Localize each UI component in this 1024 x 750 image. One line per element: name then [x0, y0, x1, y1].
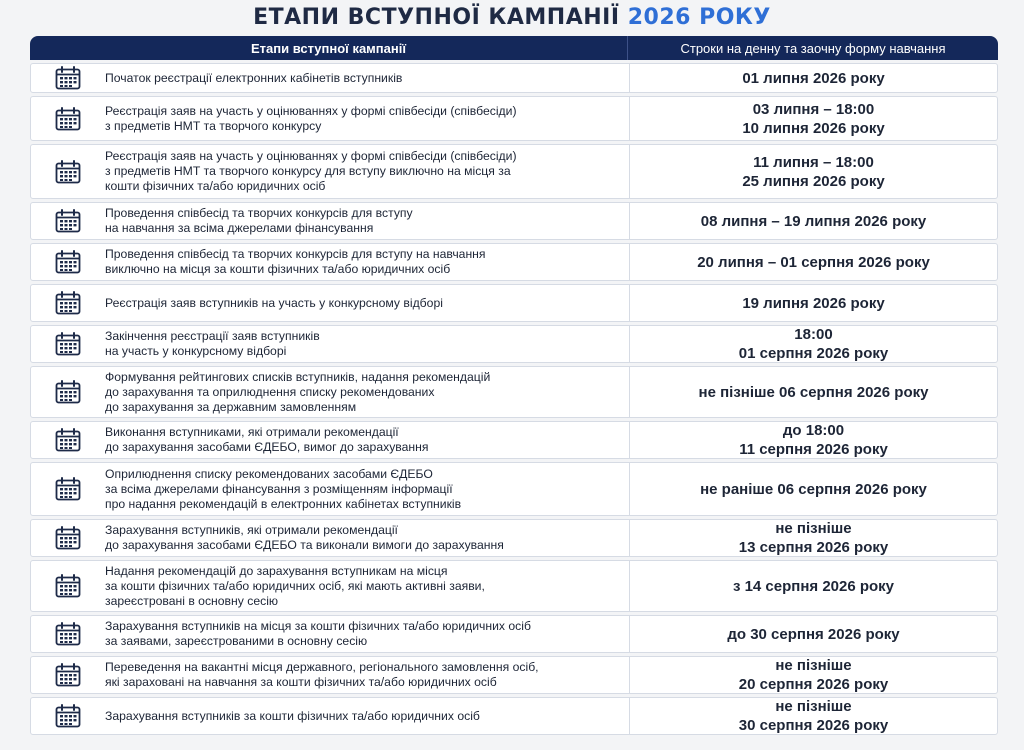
stage-text: Проведення співбесід та творчих конкурсів для вступу на навчання за всіма джерелами фінансування — [105, 206, 413, 235]
stage-text: Початок реєстрації електронних кабінетів вступників — [105, 70, 403, 85]
calendar-icon — [55, 428, 81, 452]
term-text: 08 липня – 19 липня 2026 року — [700, 212, 927, 230]
term-text: 20 липня – 01 серпня 2026 року — [697, 253, 930, 271]
stage-cell — [105, 367, 629, 417]
stage-cell — [105, 285, 629, 321]
term-cell — [629, 561, 997, 611]
page-title-main: ЕТАПИ ВСТУПНОЇ КАМПАНІЇ — [253, 5, 628, 30]
table-body — [30, 63, 998, 747]
calendar-icon — [55, 107, 81, 131]
calendar-icon — [55, 526, 81, 550]
row-icon-cell — [31, 64, 105, 92]
term-cell — [629, 463, 997, 515]
page-title — [0, 4, 1024, 32]
stage-cell — [105, 64, 629, 92]
table-row — [30, 243, 998, 281]
table-row — [30, 366, 998, 418]
stage-text: Оприлюднення списку рекомендованих засобами ЄДЕБО за всіма джерелами фінансування з розміщенням інформації про надання рекомендацій в електронних кабінетах вступників — [105, 466, 462, 511]
row-icon-cell — [31, 422, 105, 458]
row-icon-cell — [31, 616, 105, 652]
calendar-icon — [55, 663, 81, 687]
stage-cell — [105, 422, 629, 458]
header-term: Строки на денну та заочну форму навчання — [680, 40, 946, 56]
table-row — [30, 421, 998, 459]
table-row — [30, 697, 998, 735]
table-row — [30, 144, 998, 199]
stage-text: Формування рейтингових списків вступників, надання рекомендацій до зарахування та оприлюднення списку рекомендованих до зарахування за державним замовленням — [105, 369, 491, 414]
stage-cell — [105, 698, 629, 734]
calendar-icon — [55, 209, 81, 233]
row-icon-cell — [31, 145, 105, 198]
row-icon-cell — [31, 561, 105, 611]
stage-cell — [105, 657, 629, 693]
stage-cell — [105, 520, 629, 556]
stage-text: Зарахування вступників на місця за кошти фізичних та/або юридичних осіб за заявами, зареєстрованими в основну сесію — [105, 619, 531, 648]
row-icon-cell — [31, 244, 105, 280]
stage-text: Закінчення реєстрації заяв вступників на участь у конкурсному відборі — [105, 329, 320, 358]
table-row — [30, 96, 998, 141]
stage-cell — [105, 463, 629, 515]
calendar-icon — [55, 622, 81, 646]
stage-cell — [105, 326, 629, 362]
stage-text: Реєстрація заяв на участь у оцінюваннях у формі співбесіди (співбесіди) з предметів НМТ та творчого конкурсу для вступу виключно на місця за кошти фізичних та/або юридичних осіб — [105, 149, 517, 193]
term-text: не раніше 06 серпня 2026 року — [700, 480, 927, 498]
term-text: 03 липня – 18:00 10 липня 2026 року — [742, 100, 885, 137]
table-row — [30, 615, 998, 653]
stage-text: Реєстрація заяв на участь у оцінюваннях у формі співбесіди (співбесіди) з предметів НМТ та творчого конкурсу — [105, 103, 517, 133]
table-row — [30, 560, 998, 612]
stage-cell — [105, 616, 629, 652]
term-cell — [629, 698, 997, 734]
table-header — [30, 36, 998, 60]
calendar-icon — [55, 380, 81, 404]
row-icon-cell — [31, 463, 105, 515]
term-text: не пізніше 20 серпня 2026 року — [738, 657, 889, 693]
term-cell — [629, 326, 997, 362]
calendar-icon — [55, 66, 81, 90]
row-icon-cell — [31, 698, 105, 734]
term-text: 19 липня 2026 року — [742, 294, 885, 312]
stage-text: Виконання вступниками, які отримали рекомендації до зарахування засобами ЄДЕБО, вимог до зарахування — [105, 425, 429, 454]
stage-cell — [105, 145, 629, 198]
term-cell — [629, 422, 997, 458]
stage-text: Переведення на вакантні місця державного, регіонального замовлення осіб, які зараховані на навчання за кошти фізичних та/або юридичних осіб — [105, 660, 539, 689]
term-cell — [629, 203, 997, 239]
row-icon-cell — [31, 520, 105, 556]
term-cell — [629, 97, 997, 140]
term-text: 11 липня – 18:00 25 липня 2026 року — [742, 153, 885, 190]
term-cell — [629, 520, 997, 556]
stage-cell — [105, 97, 629, 140]
page-title-year: 2026 РОКУ — [627, 5, 771, 30]
row-icon-cell — [31, 97, 105, 140]
stage-text: Зарахування вступників, які отримали рекомендації до зарахування засобами ЄДЕБО та виконали вимоги до зарахування — [105, 523, 504, 552]
table-row — [30, 519, 998, 557]
schedule-table — [30, 36, 998, 747]
term-cell — [629, 64, 997, 92]
term-cell — [629, 244, 997, 280]
term-text: до 18:00 11 серпня 2026 року — [739, 422, 888, 458]
term-text: не пізніше 30 серпня 2026 року — [738, 698, 889, 734]
table-row — [30, 656, 998, 694]
term-cell — [629, 616, 997, 652]
row-icon-cell — [31, 203, 105, 239]
calendar-icon — [55, 574, 81, 598]
calendar-icon — [55, 477, 81, 501]
table-row — [30, 325, 998, 363]
term-text: 18:00 01 серпня 2026 року — [738, 326, 889, 362]
table-row — [30, 284, 998, 322]
table-row — [30, 63, 998, 93]
calendar-icon — [55, 704, 81, 728]
term-text: з 14 серпня 2026 року — [732, 577, 895, 595]
header-stage: Етапи вступної кампанії — [30, 36, 628, 60]
term-text: не пізніше 06 серпня 2026 року — [698, 383, 929, 401]
term-cell — [629, 657, 997, 693]
calendar-icon — [55, 250, 81, 274]
stage-text: Реєстрація заяв вступників на участь у конкурсному відборі — [105, 295, 443, 310]
table-row — [30, 462, 998, 516]
stage-cell — [105, 561, 629, 611]
row-icon-cell — [31, 326, 105, 362]
stage-text: Проведення співбесід та творчих конкурсів для вступу на навчання виключно на місця за кошти фізичних та/або юридичних осіб — [105, 247, 486, 276]
table-row — [30, 202, 998, 240]
term-text: не пізніше 13 серпня 2026 року — [738, 520, 889, 556]
term-cell — [629, 285, 997, 321]
row-icon-cell — [31, 285, 105, 321]
stage-cell — [105, 203, 629, 239]
calendar-icon — [55, 332, 81, 356]
term-cell — [629, 145, 997, 198]
calendar-icon — [55, 291, 81, 315]
calendar-icon — [55, 160, 81, 184]
stage-text: Надання рекомендацій до зарахування вступникам на місця за кошти фізичних та/або юридичних осіб, які мають активні заяви, зареєстровані в основну сесію — [105, 563, 485, 608]
row-icon-cell — [31, 657, 105, 693]
term-cell — [629, 367, 997, 417]
term-text: 01 липня 2026 року — [742, 69, 885, 87]
stage-cell — [105, 244, 629, 280]
row-icon-cell — [31, 367, 105, 417]
stage-text: Зарахування вступників за кошти фізичних та/або юридичних осіб — [105, 708, 480, 723]
term-text: до 30 серпня 2026 року — [727, 625, 900, 643]
